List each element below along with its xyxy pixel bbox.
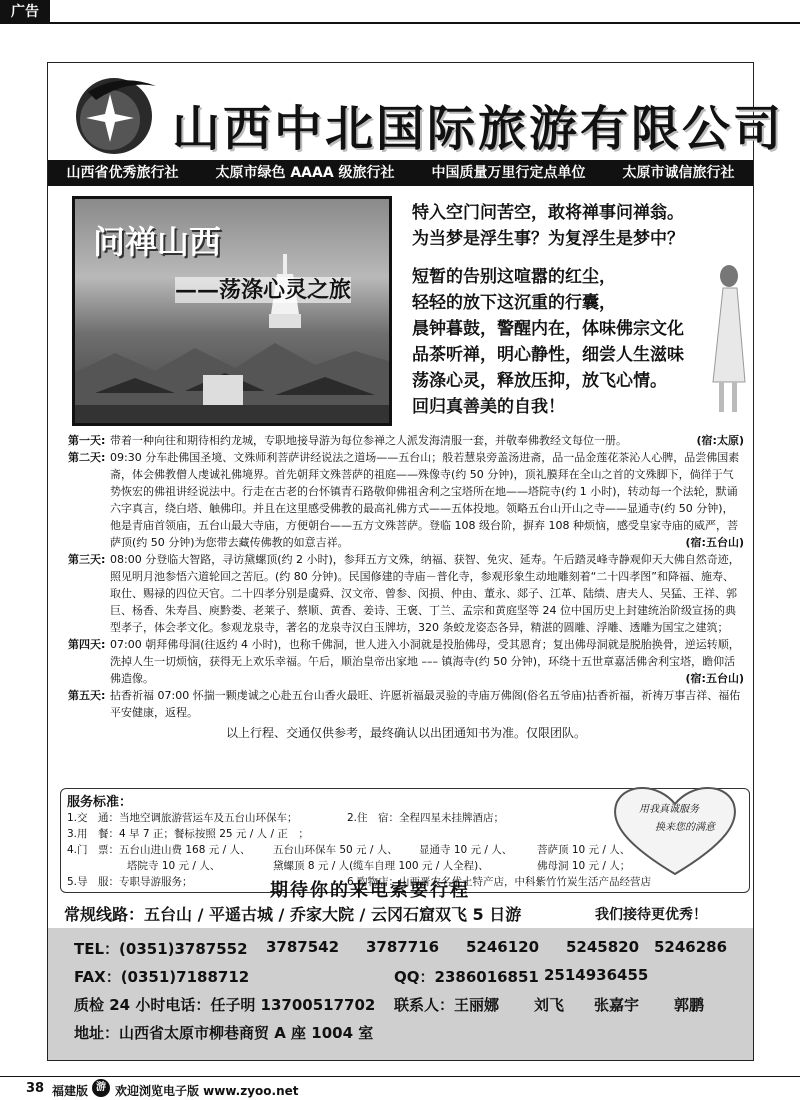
service-tickets: 佛母洞 10 元 / 人； — [537, 860, 631, 872]
services-heading: 服务标准： — [67, 795, 133, 810]
ad-corner-label: 广告 — [0, 0, 50, 24]
day-label: 第五天: — [68, 689, 106, 702]
day-text: 08:00 分登临大智路，寻访黛螺顶(约 2 小时)，参拜五方文殊，纳福、获智、免灾、延寿。午后踏灵峰寺静观仰天大佛自然奇迹，照见明月池参悟六道轮回之苦厄。(约 80 分钟)。民国修建的寺庙－普化寺，参观形象生动地雕刻着“二十四孝图”和降福、施寿、取仕、赐禄的四位天官。二十四孝分别是虞舜、汉文帝、曾参、闵损、仲由、董永、郯子、江革、陆绩、唐夫人、吴猛、王祥、郭巨、杨香、朱寿昌、庾黔娄、老莱子、蔡顺、黄香、姜诗、王褒、丁兰、孟宗和黄庭坚等 24 位中国历史上封建统治阶级宣扬的典型孝子，体会孝文化。参观龙泉寺，著名的龙泉寺汉白玉牌坊，320 条蛟龙姿态各异，精湛的圆雕、浮雕、透雕为国宝之建筑； — [110, 553, 740, 634]
contact-person: 张嘉宇 — [594, 996, 640, 1014]
poem-line: 品茶听禅，明心静性，细尝人生滋味 — [412, 345, 684, 365]
day-label: 第三天: — [68, 553, 106, 566]
regular-lines: 常规线路：五台山 / 平遥古城 / 乔家大院 / 云冈石窟双飞 5 日游 — [64, 905, 522, 924]
tel-number: 3787716 — [366, 938, 440, 956]
footer-site: 欢迎浏览电子版 www.zyoo.net — [115, 1084, 299, 1098]
service-tickets: 塔院寺 10 元 / 人、 — [127, 860, 221, 872]
hotline: 质检 24 小时电话：任子明 13700517702 — [74, 996, 376, 1014]
service-meals: 3.用 餐：4 早 7 正；餐标按照 25 元 / 人 / 正 ； — [67, 828, 309, 840]
girl-figure-icon — [705, 262, 750, 417]
page-footer — [0, 1076, 800, 1100]
service-tickets: 黛螺顶 8 元 / 人(缆车自理 100 元 / 人全程)、 — [273, 860, 489, 872]
itinerary-day — [68, 449, 744, 551]
poem-line: 轻轻的放下这沉重的行囊， — [412, 293, 616, 313]
itinerary — [68, 432, 744, 742]
top-rule — [50, 22, 800, 24]
heart-text-line: 换来您的满意 — [655, 822, 715, 833]
service-heart-badge — [605, 778, 745, 878]
company-name: 山西中北国际旅游有限公司 — [172, 101, 785, 157]
poem-line: 短暂的告别这喧嚣的红尘， — [412, 267, 616, 287]
page-number: 38 — [26, 1081, 45, 1096]
itinerary-day — [68, 636, 744, 687]
poem-line: 晨钟暮鼓，警醒内在，体味佛宗文化 — [412, 319, 684, 339]
tel-number: 5245820 — [566, 938, 640, 956]
poem-line: 特入空门问苦空，敢将禅事问禅翁。 — [412, 203, 684, 223]
day-text: 拈香祈福 07:00 怀揣一颗虔诚之心赴五台山香火最旺、许愿祈福最灵验的寺庙万佛阁(俗名五爷庙)拈香祈福，祈祷万事吉祥、福佑平安健康，返程。 — [110, 689, 741, 719]
service-tickets: 4.门 票：五台山进山费 168 元 / 人、 — [67, 844, 251, 856]
service-tickets: 显通寺 10 元 / 人、 — [419, 844, 513, 856]
honor-item: 太原市绿色 AAAA 级旅行社 — [215, 165, 395, 181]
tel-number: 5246120 — [466, 938, 540, 956]
service-transport: 1.交 通：当地空调旅游营运车及五台山环保车； — [67, 812, 298, 824]
company-logo-icon — [70, 70, 158, 158]
itinerary-day — [68, 687, 744, 721]
tel-number: 3787542 — [266, 938, 340, 956]
temple-roofs-illustration — [75, 313, 392, 423]
photo-title: 问禅山西 — [93, 223, 222, 261]
honor-item: 中国质量万里行定点单位 — [431, 165, 586, 181]
heart-text-line: 用我真诚服务 — [639, 804, 699, 815]
day-text: 带着一种向往和期待相约龙城，专职地接导游为每位参禅之人派发海清服一套，并敬奉佛教经文每位一册。 — [110, 434, 627, 447]
itinerary-note: 以上行程、交通仅供参考，最终确认以出团通知书为准。仅限团队。 — [225, 726, 586, 740]
day-label: 第四天: — [68, 638, 106, 651]
edition-label: 福建版 — [52, 1084, 89, 1098]
honor-item: 太原市诚信旅行社 — [622, 165, 735, 181]
contact-panel — [48, 928, 753, 1060]
day-text: 07:00 朝拜佛母洞(往返约 4 小时)，也称千佛洞，世人进入小洞就是投胎佛母，受其恩育；复出佛母洞就是脱胎换骨，逆运转顺，洗掉人生一切烦恼，获得无上欢乐幸福。午后，顺治皇帝出家地 ––– 镇海寺(约 50 分钟)，环绕十五世章嘉活佛舍利宝塔，瞻仰活佛造像。 — [110, 638, 740, 685]
temple-photo — [72, 196, 392, 426]
day-label: 第二天: — [68, 451, 106, 464]
address: 地址：山西省太原市柳巷商贸 A 座 1004 室 — [74, 1024, 374, 1042]
poem-line: 为当梦是浮生事？为复浮生是梦中？ — [412, 229, 684, 249]
contact-person: 联系人：王丽娜 — [394, 996, 500, 1014]
day-stay: (宿:五台山) — [685, 536, 744, 549]
itinerary-day — [68, 551, 744, 636]
service-tickets: 菩萨顶 10 元 / 人、 — [537, 844, 631, 856]
qq: 2514936455 — [544, 966, 649, 984]
call-banner: 期待你的来电索要行程 — [270, 880, 470, 901]
day-text: 09:30 分车赴佛国圣境、文殊师利菩萨讲经说法之道场——五台山；般若慧泉旁盖汤进斋，品一品金莲花茶沁人心脾，品尝佛国素斋，体会佛教僧人虔诚礼佛境界。首先朝拜文殊菩萨的祖庭——殊像寺(约 50 分钟)，顶礼膜拜在全山之首的文殊脚下，倘徉于气势恢宏的佛祖讲经说法中。行走在古老的台怀镇青石路敬仰佛祖舍利之宝塔所在地——塔院寺(约 1 小时)，转动每一个法轮，默诵六字真言，绕白塔、触佛印。并且在这里感受佛教的最高礼佛方式——五体投地。领略五台山开山之寺——显通寺(约 50 分钟)，他是青庙首领庙，五台山最大寺庙，方便朝台——五方文殊菩萨。登临 108 级台阶，摒弃 108 种烦恼，感受皇家寺庙的威严，菩萨顶(约 50 分钟)为您带去藏传佛教的如意吉祥。 — [110, 451, 740, 549]
service-shopping: 6.购物店：山西晋农名优土特产店，中科紫竹竹炭生活产品经营店 — [347, 876, 652, 888]
honor-item: 山西省优秀旅行社 — [66, 165, 179, 181]
photo-subtitle: ——荡涤心灵之旅 — [175, 277, 352, 303]
itinerary-day — [68, 432, 744, 449]
service-tickets: 五台山环保车 50 元 / 人、 — [273, 844, 398, 856]
brand-badge-icon: 游 — [92, 1079, 110, 1097]
poem-line: 回归真善美的自我！ — [412, 397, 565, 417]
tel-number: 5246286 — [654, 938, 728, 956]
service-guide: 5.导 服：专职导游服务； — [67, 876, 193, 888]
fax: FAX：(0351)7188712 — [74, 968, 250, 986]
slogan: 我们接待更优秀！ — [595, 907, 707, 923]
contact-person: 刘飞 — [534, 996, 565, 1014]
poem-line: 荡涤心灵，释放压抑，放飞心情。 — [412, 371, 667, 391]
contact-person: 郭鹏 — [674, 996, 705, 1014]
company-header — [60, 70, 785, 160]
service-lodging: 2.住 宿：全程四星未挂牌酒店； — [347, 812, 505, 824]
day-label: 第一天: — [68, 434, 106, 447]
honors-band — [48, 160, 753, 186]
tel-label: TEL：(0351)3787552 — [74, 940, 248, 958]
qq: QQ：2386016851 — [394, 968, 539, 986]
day-stay: (宿:太原) — [696, 434, 744, 447]
day-stay: (宿:五台山) — [685, 672, 744, 685]
